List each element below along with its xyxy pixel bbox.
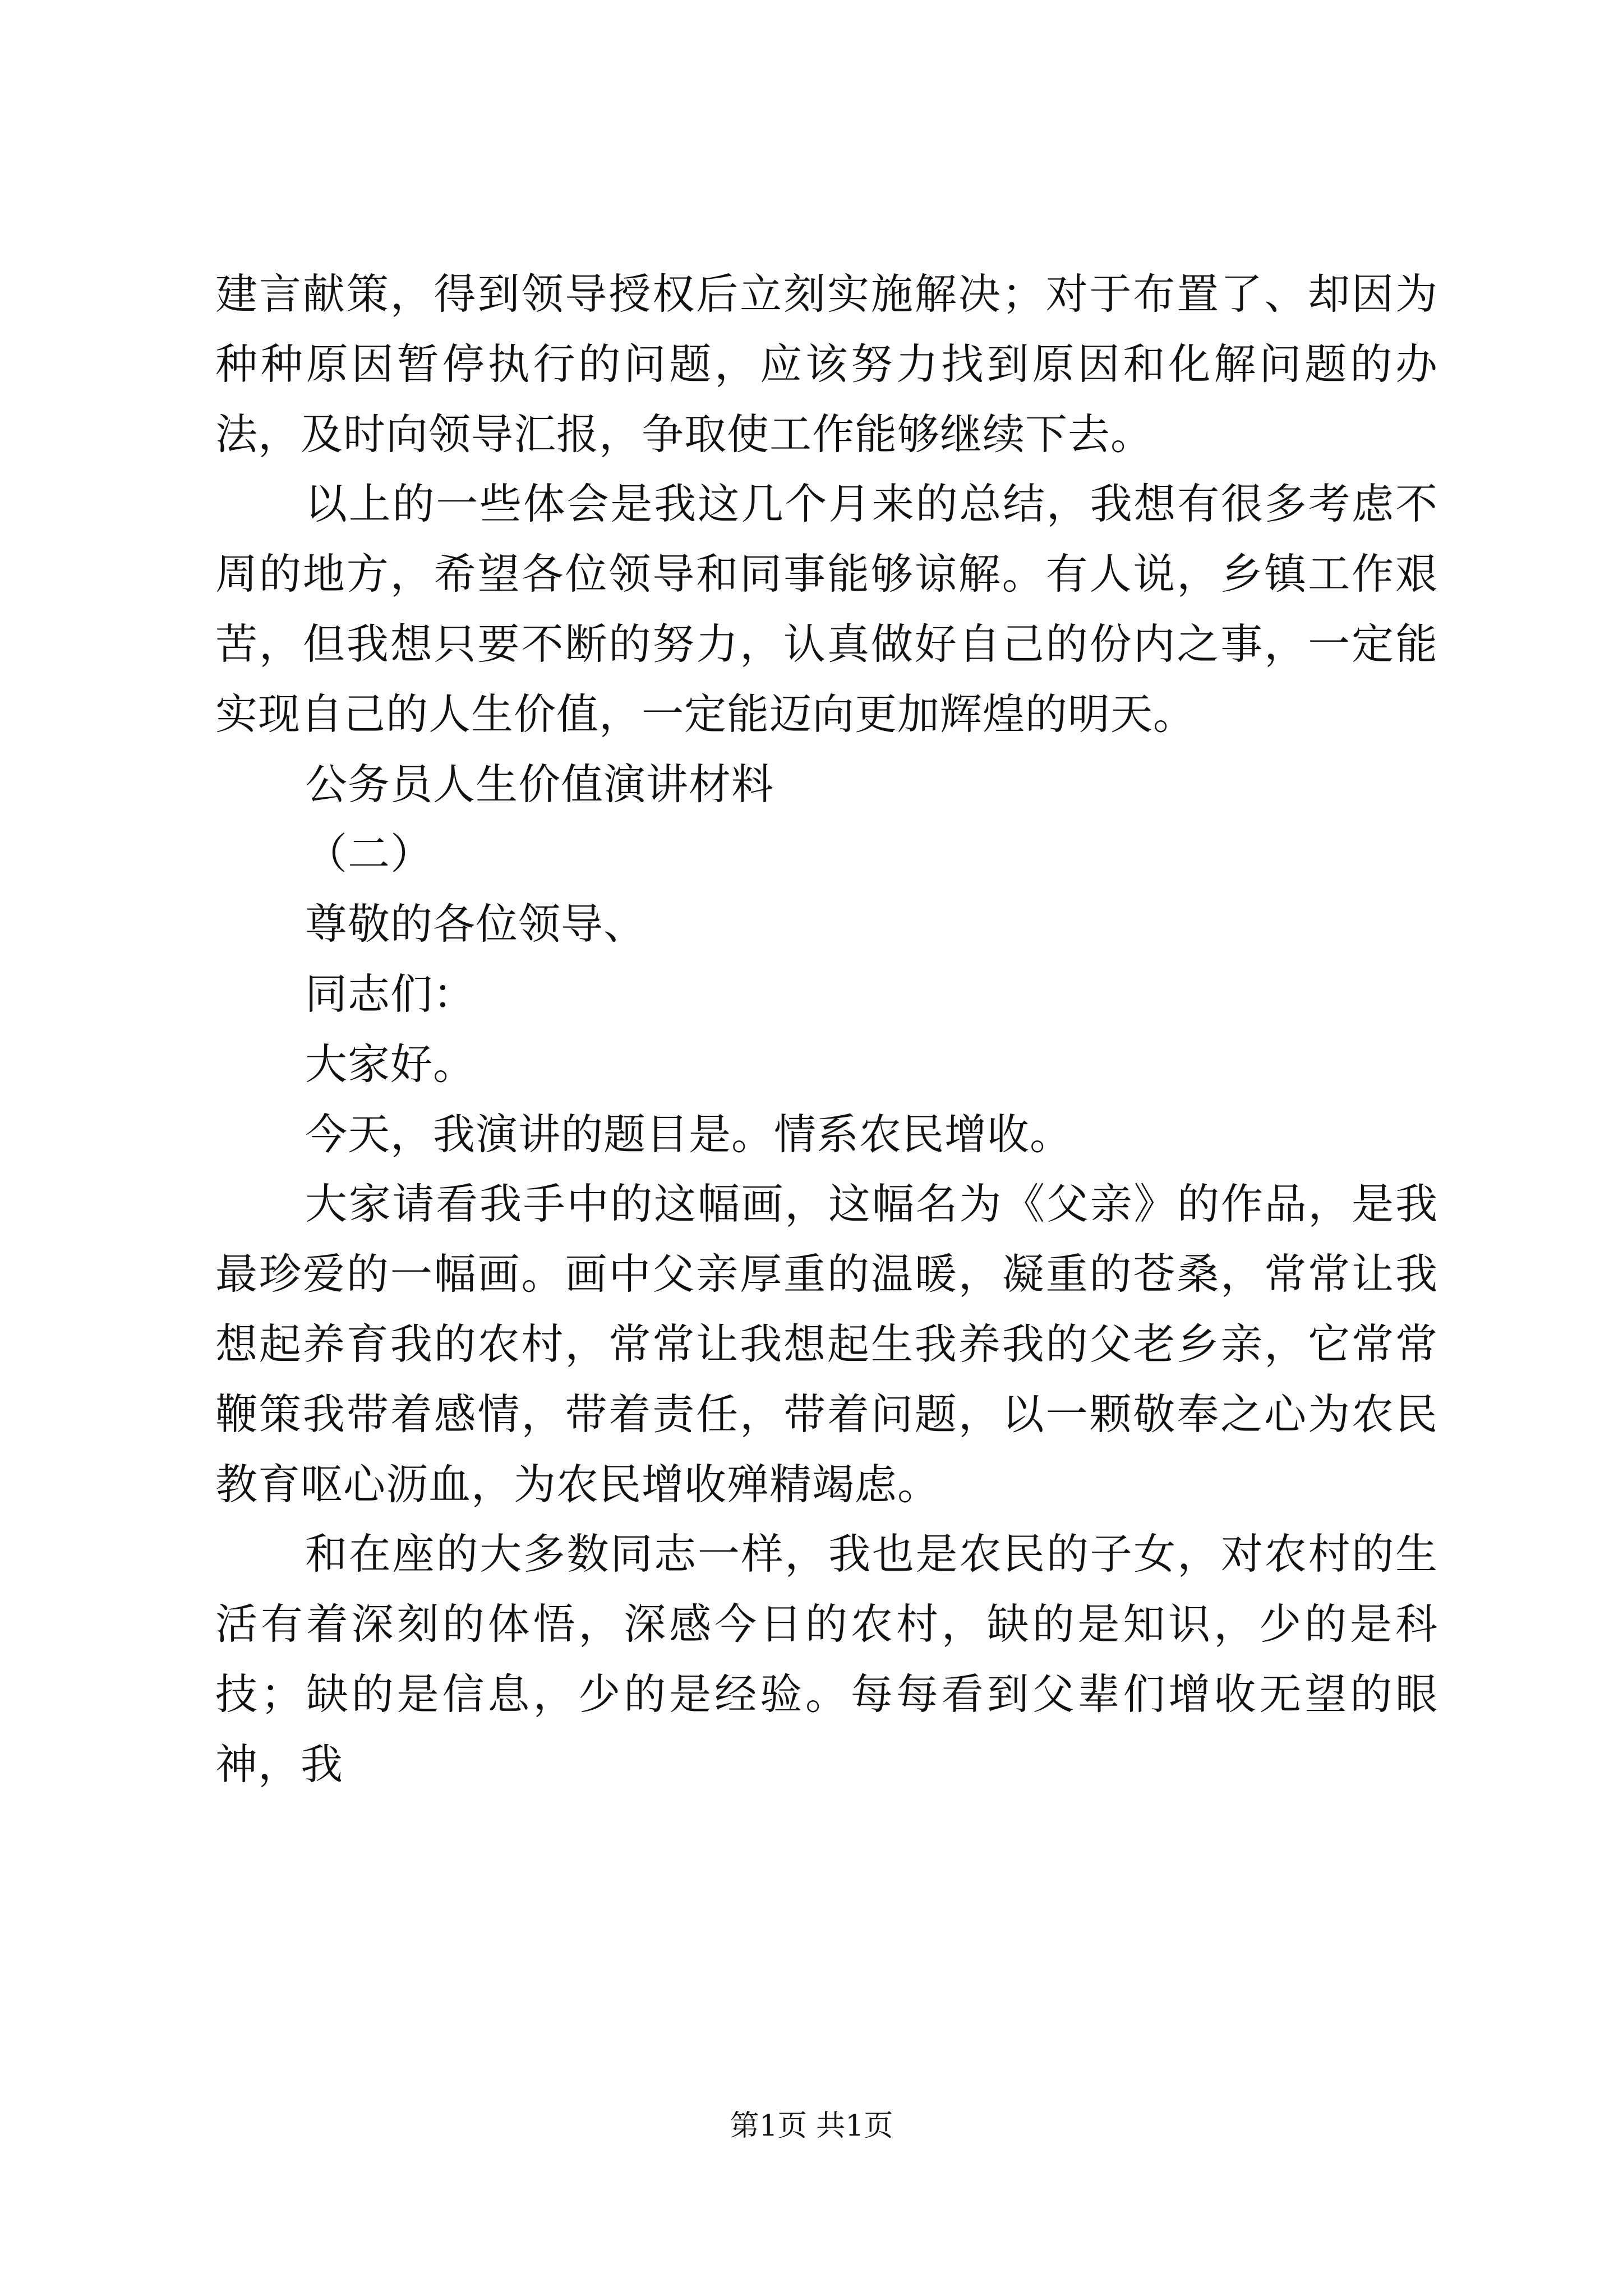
greeting: 大家好。	[305, 1039, 476, 1089]
salutation-line-1: 尊敬的各位领导、	[305, 899, 647, 949]
paragraph-rural-life: 和在座的大多数同志一样，我也是农民的子女，对农村的生活有着深刻的体悟，深感今日的农村，缺的是知识，少的是科技；缺的是信息，少的是经验。每每看到父辈们增收无望的眼神，我	[215, 1529, 1438, 1789]
section-number: （二）	[305, 829, 434, 879]
page-footer: 第1页 共1页	[730, 2109, 893, 2143]
document-body	[215, 259, 1438, 1800]
salutation-line-2: 同志们：	[305, 969, 476, 1019]
paragraph-2: 以上的一些体会是我这几个月来的总结，我想有很多考虑不周的地方，希望各位领导和同事能够谅解。有人说，乡镇工作艰苦，但我想只要不断的努力，认真做好自己的份内之事，一定能实现自己的人生价值，一定能迈向更加辉煌的明天。	[215, 479, 1438, 739]
paragraph-painting: 大家请看我手中的这幅画，这幅名为《父亲》的作品，是我最珍爱的一幅画。画中父亲厚重的温暖，凝重的苍桑，常常让我想起养育我的农村，常常让我想起生我养我的父老乡亲，它常常鞭策我带着感情，带着责任，带着问题，以一颗敬奉之心为农民教育呕心沥血，为农民增收殚精竭虑。	[215, 1179, 1438, 1509]
speech-topic: 今天，我演讲的题目是。情系农民增收。	[305, 1109, 1073, 1159]
section-title: 公务员人生价值演讲材料	[305, 759, 774, 809]
paragraph-1: 建言献策，得到领导授权后立刻实施解决；对于布置了、却因为种种原因暂停执行的问题，应该努力找到原因和化解问题的办法，及时向领导汇报，争取使工作能够继续下去。	[215, 269, 1438, 459]
